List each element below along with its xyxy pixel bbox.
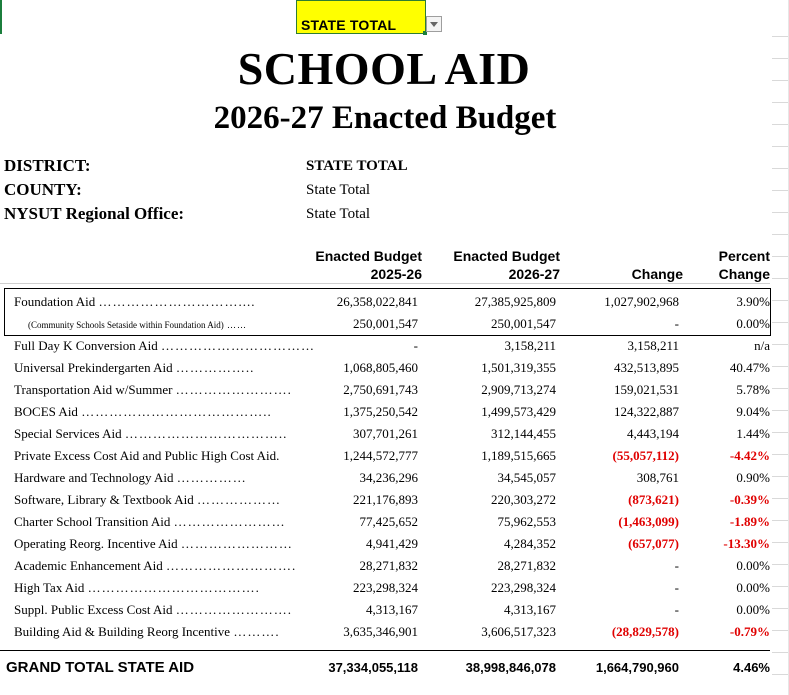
gridline	[772, 212, 789, 213]
page-title: SCHOOL AID	[237, 43, 531, 94]
header-2026-27-line2: 2026-27	[508, 266, 560, 282]
gridline	[772, 630, 789, 631]
cell-2026-27: 1,189,515,665	[481, 448, 556, 463]
cell-percent-change: 40.47%	[729, 360, 770, 375]
cell-2025-26: -	[413, 338, 418, 353]
cell-percent-change: -4.42%	[729, 448, 770, 463]
cell-2026-27: 27,385,925,809	[474, 294, 556, 309]
row-label-text: Building Aid & Building Reorg Incentive	[14, 624, 231, 639]
gridline	[772, 36, 789, 37]
cell-2025-26: 26,358,022,841	[336, 294, 418, 309]
chevron-down-icon[interactable]	[426, 16, 442, 32]
cell-2025-26: 250,001,547	[353, 316, 418, 331]
row-leader-dots: ……….	[233, 624, 280, 639]
row-leader-dots: …………………………....	[98, 294, 256, 309]
cell-percent-change: 3.90%	[736, 294, 770, 309]
cell-change: 308,761	[636, 470, 679, 485]
row-label	[14, 360, 254, 376]
header-percent-line1: Percent	[718, 248, 770, 264]
gridline	[772, 608, 789, 609]
gridline	[772, 190, 789, 191]
row-label	[14, 580, 260, 596]
row-label	[14, 470, 247, 486]
cell-change: 124,322,887	[614, 404, 679, 419]
cell-change: (55,057,112)	[612, 448, 679, 463]
county-value: State Total	[306, 182, 371, 198]
gridline	[772, 454, 789, 455]
gridline	[772, 498, 789, 499]
row-label	[14, 338, 315, 354]
header-percent-line2: Change	[718, 266, 770, 282]
row-label-text: Full Day K Conversion Aid	[14, 338, 158, 353]
cell-percent-change: 0.00%	[736, 558, 770, 573]
cell-percent-change: 1.44%	[736, 426, 770, 441]
gridline	[772, 476, 789, 477]
cell-percent-change: n/a	[754, 338, 770, 353]
cell-percent-change: -1.89%	[729, 514, 770, 529]
cell-2026-27: 3,606,517,323	[481, 624, 556, 639]
cell-2026-27: 4,284,352	[504, 536, 556, 551]
row-leader-dots: ……………………	[173, 514, 286, 529]
row-leader-dots: …………………….	[175, 602, 293, 617]
gridline	[772, 410, 789, 411]
cell-2025-26: 1,068,805,460	[343, 360, 418, 375]
gridline	[772, 432, 789, 433]
header-2026-27-line1: Enacted Budget	[453, 248, 560, 264]
row-label-text: BOCES Aid	[14, 404, 78, 419]
row-label-text: Academic Enhancement Aid	[14, 558, 163, 573]
gridline	[772, 344, 789, 345]
cell-2025-26: 1,244,572,777	[343, 448, 418, 463]
cell-percent-change: 5.78%	[736, 382, 770, 397]
row-label-text: Software, Library & Textbook Aid	[14, 492, 194, 507]
gridline	[772, 366, 789, 367]
cell-2025-26: 4,941,429	[366, 536, 418, 551]
gridline	[772, 564, 789, 565]
cell-change: 432,513,895	[614, 360, 679, 375]
gridline	[772, 520, 789, 521]
gridline	[772, 102, 789, 103]
gridline	[772, 388, 789, 389]
gridline	[772, 80, 789, 81]
cell-2026-27: 312,144,455	[491, 426, 556, 441]
cell-2026-27: 28,271,832	[497, 558, 556, 573]
cell-change: 3,158,211	[627, 338, 679, 353]
cell-2025-26: 223,298,324	[353, 580, 418, 595]
grand-total-label: GRAND TOTAL STATE AID	[6, 659, 195, 676]
row-label-text: Special Services Aid	[14, 426, 122, 441]
header-change: Change	[631, 266, 683, 282]
row-leader-dots: ……………………………..	[124, 426, 288, 441]
gridline	[772, 322, 789, 323]
row-label-text: Foundation Aid	[14, 294, 96, 309]
county-label: COUNTY:	[4, 180, 82, 199]
cell-2025-26: 34,236,296	[359, 470, 418, 485]
cell-2026-27: 220,303,272	[491, 492, 556, 507]
cell-change: 1,027,902,968	[604, 294, 679, 309]
cell-2025-26: 3,635,346,901	[343, 624, 418, 639]
gridline	[772, 256, 789, 257]
cell-2026-27: 223,298,324	[491, 580, 556, 595]
row-leader-dots: ………………	[196, 492, 281, 507]
cell-percent-change: 0.90%	[736, 470, 770, 485]
district-label: DISTRICT:	[4, 156, 91, 175]
row-label	[14, 448, 279, 464]
cell-change: 159,021,531	[614, 382, 679, 397]
gridline	[772, 278, 789, 279]
cell-percent-change: -0.79%	[729, 624, 770, 639]
regional-office-value: State Total	[306, 206, 371, 222]
cell-percent-change: -13.30%	[723, 536, 770, 551]
cell-change: (873,621)	[628, 492, 679, 507]
row-label	[14, 492, 281, 508]
row-label-text: High Tax Aid	[14, 580, 85, 595]
cell-2026-27: 34,545,057	[497, 470, 556, 485]
gridline	[772, 674, 789, 675]
row-leader-dots: ……………………….	[165, 558, 297, 573]
cell-change: (657,077)	[628, 536, 679, 551]
regional-office-label: NYSUT Regional Office:	[4, 204, 185, 223]
cell-percent-change: 0.00%	[736, 580, 770, 595]
cell-percent-change: -0.39%	[729, 492, 770, 507]
row-leader-dots: ……	[227, 320, 247, 330]
cell-2026-27: 1,499,573,429	[481, 404, 556, 419]
header-2026-27	[428, 247, 560, 283]
row-label-text: Hardware and Technology Aid	[14, 470, 174, 485]
cell-2025-26: 1,375,250,542	[343, 404, 418, 419]
gridline	[772, 586, 789, 587]
cell-2025-26: 2,750,691,743	[343, 382, 418, 397]
header-percent-change	[690, 247, 770, 283]
grand-total-2026-27: 38,998,846,078	[465, 660, 556, 675]
cell-2025-26: 28,271,832	[359, 558, 418, 573]
row-label	[14, 426, 287, 442]
cell-percent-change: 0.00%	[736, 316, 770, 331]
gridline	[772, 146, 789, 147]
grand-total-percent: 4.46%	[733, 660, 770, 675]
cell-percent-change: 0.00%	[736, 602, 770, 617]
district-value: STATE TOTAL	[306, 158, 408, 174]
row-leader-dots: ……………..	[175, 360, 255, 375]
row-label	[28, 316, 247, 332]
cell-2025-26: 307,701,261	[353, 426, 418, 441]
header-2025-26	[290, 247, 422, 283]
cell-2026-27: 250,001,547	[491, 316, 556, 331]
district-selector-value: STATE TOTAL	[301, 17, 397, 33]
cell-change: -	[674, 316, 679, 331]
row-leader-dots: …………………….	[175, 382, 292, 397]
row-label	[14, 514, 286, 530]
gridline	[772, 168, 789, 169]
grand-total-change: 1,664,790,960	[595, 660, 679, 675]
gridline	[772, 652, 789, 653]
page-subtitle: 2026-27 Enacted Budget	[213, 100, 557, 136]
cell-2026-27: 1,501,319,355	[481, 360, 556, 375]
row-leader-dots: ……………………………	[160, 338, 315, 353]
row-label	[14, 404, 272, 420]
cell-2025-26: 77,425,652	[359, 514, 418, 529]
cell-2025-26: 221,176,893	[353, 492, 418, 507]
row-leader-dots: ……………………	[180, 536, 293, 551]
gridline	[772, 300, 789, 301]
row-label-text: Charter School Transition Aid	[14, 514, 171, 529]
header-divider	[0, 283, 770, 284]
header-2025-26-line2: 2025-26	[370, 266, 422, 282]
gridline	[772, 542, 789, 543]
row-label	[14, 558, 296, 574]
cell-2026-27: 4,313,167	[504, 602, 556, 617]
grand-total-2025-26: 37,334,055,118	[328, 660, 418, 675]
row-leader-dots: …………………………………..	[81, 404, 272, 419]
gridline	[772, 234, 789, 235]
row-label-text: Operating Reorg. Incentive Aid	[14, 536, 178, 551]
row-label-text: Suppl. Public Excess Cost Aid	[14, 602, 173, 617]
row-label	[14, 602, 292, 618]
cell-2025-26: 4,313,167	[366, 602, 418, 617]
grand-total-divider	[0, 650, 770, 651]
cell-change: (28,829,578)	[611, 624, 679, 639]
district-selector-cell[interactable]	[296, 0, 426, 34]
row-leader-dots: ……………	[176, 470, 247, 485]
cell-2026-27: 3,158,211	[504, 338, 556, 353]
cell-change: 4,443,194	[627, 426, 679, 441]
cell-percent-change: 9.04%	[736, 404, 770, 419]
gridline	[772, 124, 789, 125]
cell-edge-marker	[0, 0, 2, 34]
cell-change: -	[674, 580, 679, 595]
row-label	[14, 536, 293, 552]
row-label	[14, 382, 292, 398]
row-label	[14, 294, 256, 310]
cell-2026-27: 2,909,713,274	[481, 382, 556, 397]
row-label-text: Private Excess Cost Aid and Public High Cost Aid.	[14, 448, 280, 463]
cell-change: -	[674, 602, 679, 617]
cell-2026-27: 75,962,553	[497, 514, 556, 529]
cell-change: -	[674, 558, 679, 573]
row-label-text: Transportation Aid w/Summer	[14, 382, 173, 397]
row-label	[14, 624, 280, 640]
gridline	[772, 58, 789, 59]
row-label-text: Universal Prekindergarten Aid	[14, 360, 173, 375]
row-label-text: (Community Schools Setaside within Foundation Aid)	[28, 320, 224, 330]
row-leader-dots: ……………………………….	[87, 580, 260, 595]
header-2025-26-line1: Enacted Budget	[315, 248, 422, 264]
cell-change: (1,463,099)	[618, 514, 679, 529]
